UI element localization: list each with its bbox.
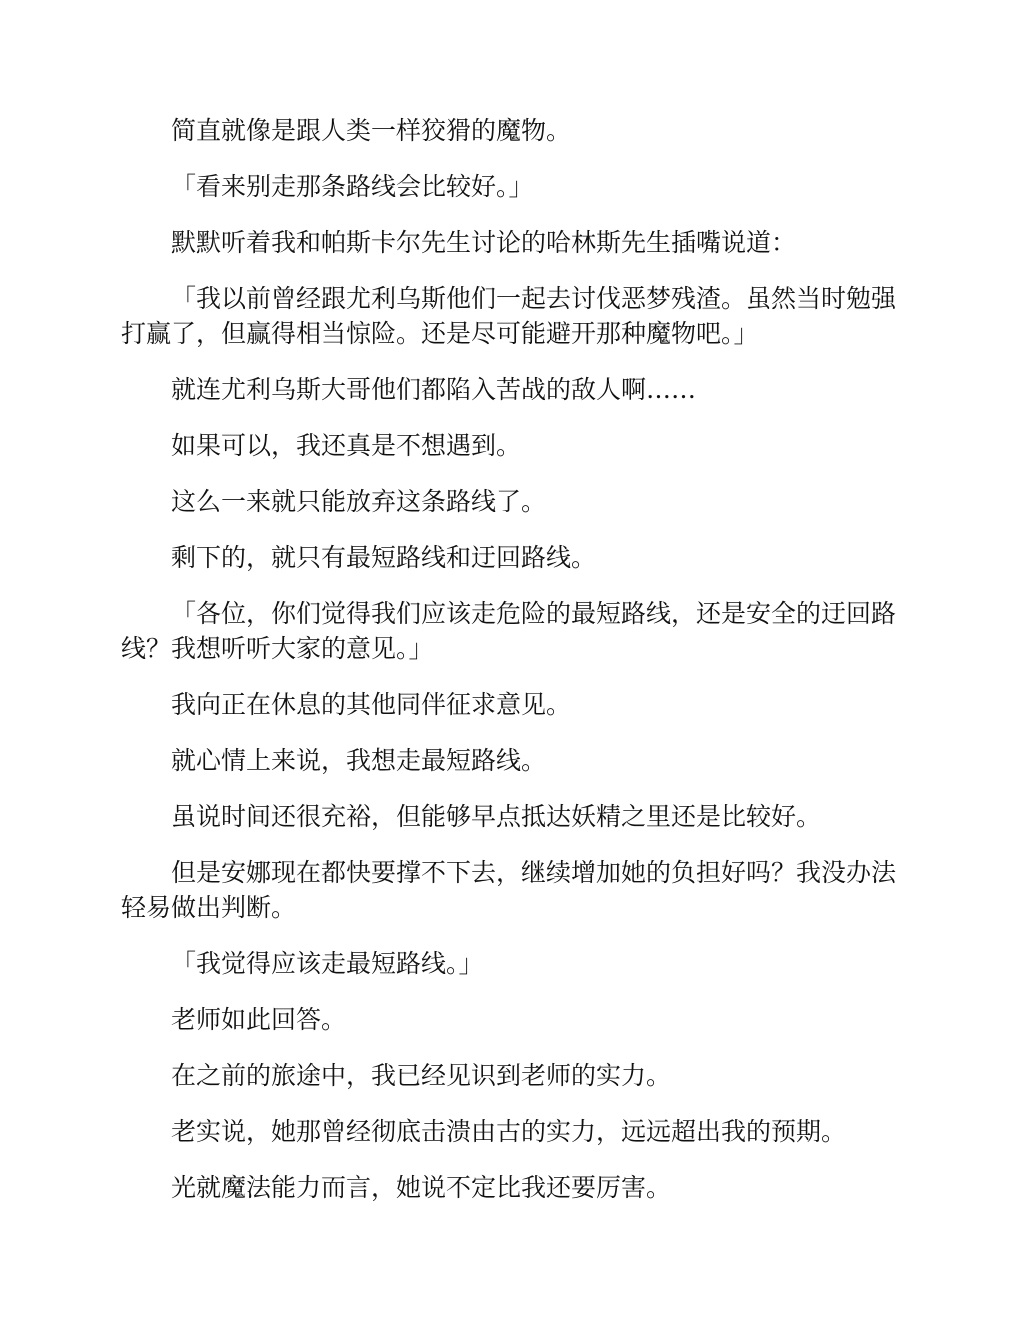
paragraph-13: 但是安娜现在都快要撑不下去，继续增加她的负担好吗？我没办法轻易做出判断。 <box>121 858 897 922</box>
paragraph-6: 如果可以，我还真是不想遇到。 <box>171 431 522 460</box>
paragraph-2: 「看来别走那条路线会比较好。」 <box>171 172 534 201</box>
paragraph-8: 剩下的，就只有最短路线和迂回路线。 <box>171 543 597 572</box>
paragraph-17: 老实说，她那曾经彻底击溃由古的实力，远远超出我的预期。 <box>171 1117 847 1146</box>
document-page <box>121 113 901 1226</box>
paragraph-16: 在之前的旅途中，我已经见识到老师的实力。 <box>171 1061 672 1090</box>
paragraph-4: 「我以前曾经跟尤利乌斯他们一起去讨伐恶梦残渣。虽然当时勉强打赢了，但赢得相当惊险。还是尽可能避开那种魔物吧。」 <box>121 284 897 348</box>
paragraph-18: 光就魔法能力而言，她说不定比我还要厉害。 <box>171 1173 672 1202</box>
paragraph-12: 虽说时间还很充裕，但能够早点抵达妖精之里还是比较好。 <box>171 802 822 831</box>
paragraph-14: 「我觉得应该走最短路线。」 <box>171 949 484 978</box>
paragraph-11: 就心情上来说，我想走最短路线。 <box>171 746 547 775</box>
paragraph-15: 老师如此回答。 <box>171 1005 347 1034</box>
paragraph-9: 「各位，你们觉得我们应该走危险的最短路线，还是安全的迂回路线？我想听听大家的意见。」 <box>121 599 897 663</box>
paragraph-10: 我向正在休息的其他同伴征求意见。 <box>171 690 572 719</box>
paragraph-5: 就连尤利乌斯大哥他们都陷入苦战的敌人啊…… <box>171 375 697 404</box>
paragraph-7: 这么一来就只能放弃这条路线了。 <box>171 487 547 516</box>
paragraph-1: 简直就像是跟人类一样狡猾的魔物。 <box>171 116 572 145</box>
paragraph-3: 默默听着我和帕斯卡尔先生讨论的哈林斯先生插嘴说道： <box>171 228 797 257</box>
